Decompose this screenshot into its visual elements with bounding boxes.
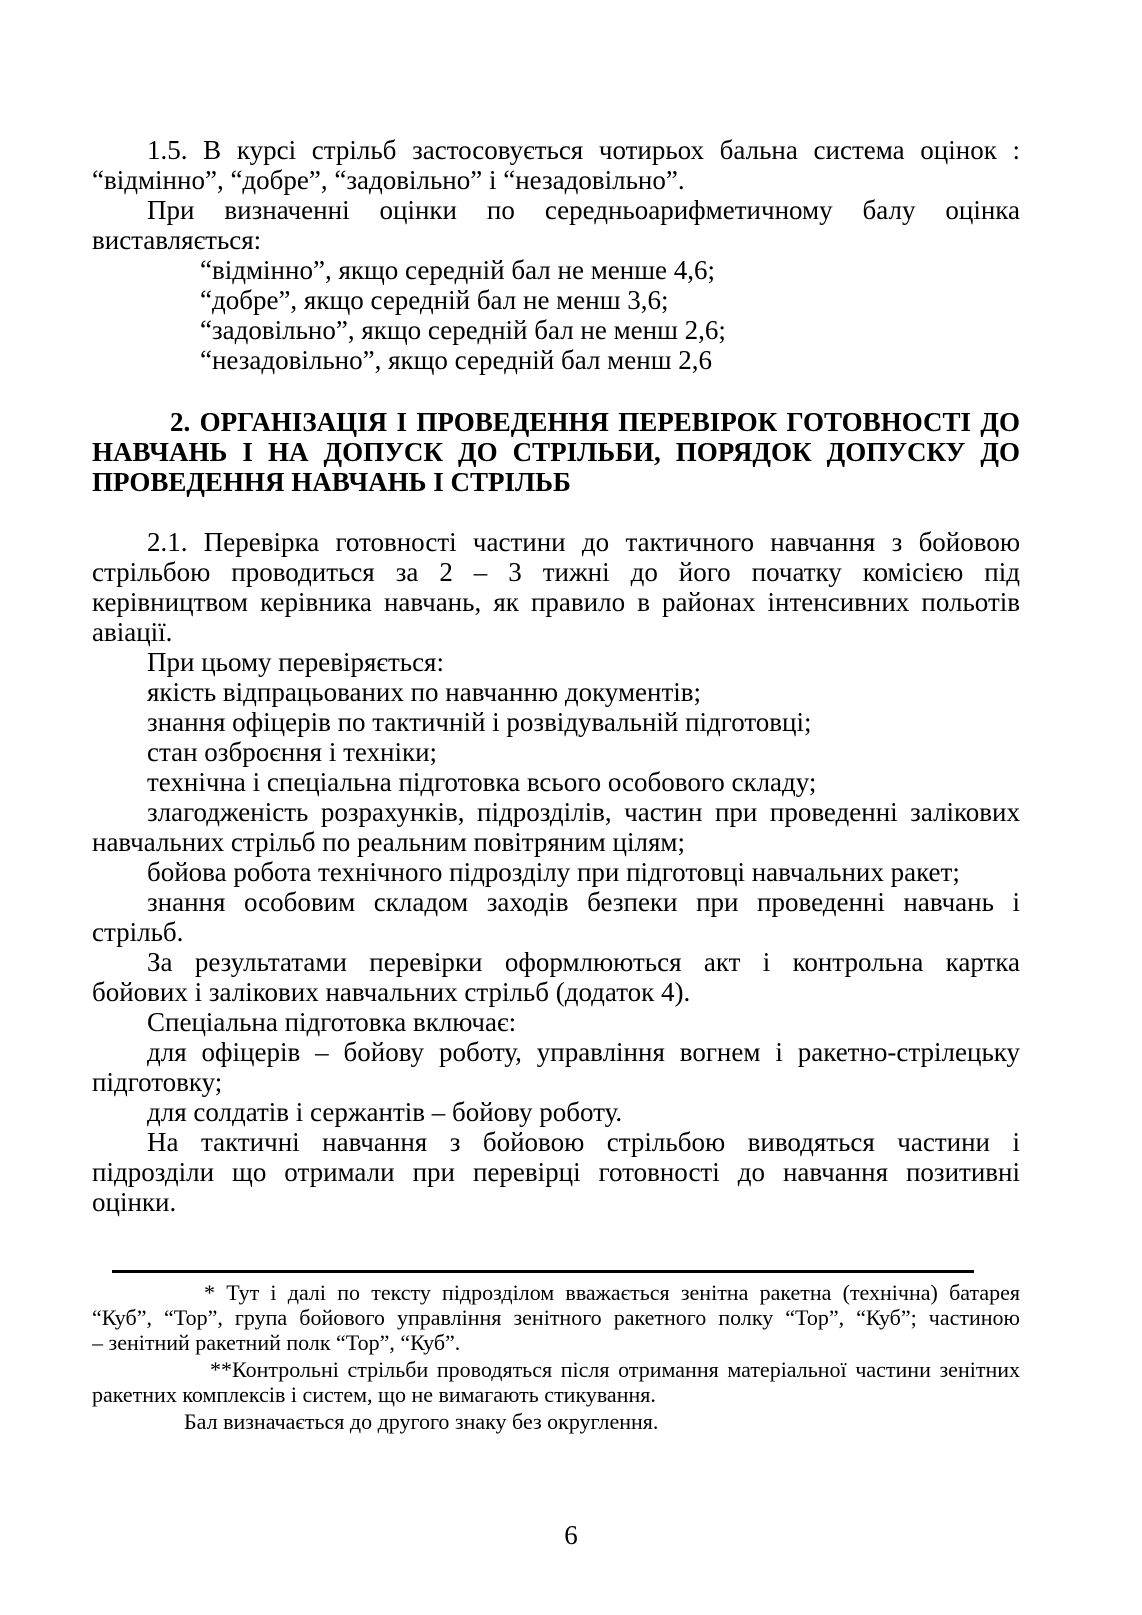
text-line: “Куб”, “Тор”, група бойового управління зенітного ракетного полку “Тор”, “Куб”; частиною [92, 1306, 1020, 1330]
paragraph [92, 1410, 1020, 1435]
paragraph [92, 1281, 1020, 1356]
paragraph [92, 707, 1020, 737]
text-line: 2.1. Перевірка готовності частини до тактичного навчання з бойовою [147, 527, 1020, 557]
paragraph [92, 677, 1020, 707]
text-line: знання офіцерів по тактичній і розвідувальній підготовці; [147, 707, 812, 737]
text-line: При цьому перевіряється: [147, 647, 444, 677]
page-number: 6 [564, 1520, 578, 1550]
text-line: якість відпрацьованих по навчанню документів; [147, 677, 702, 707]
document-content [92, 135, 1020, 1217]
text-line: **Контрольні стрільби проводяться після отримання матеріальної частини зенітних [210, 1358, 1020, 1382]
text-line: * Тут і далі по тексту підрозділом вважається зенітна ракетна (технічна) батарея [204, 1281, 1020, 1305]
text-line: “відмінно”, якщо середній бал не менше 4,6; [200, 255, 715, 285]
text-line: оцінки. [92, 1187, 177, 1217]
text-line: стрільбою проводиться за 2 – 3 тижні до його початку комісією під [92, 557, 1020, 587]
paragraph [92, 767, 1020, 797]
text-line: навчальних стрільб по реальним повітряним цілям; [92, 827, 685, 857]
paragraph [92, 647, 1020, 677]
text-line: “незадовільно”, якщо середній бал менш 2,6 [200, 345, 712, 375]
text-line: технічна і спеціальна підготовка всього особового складу; [147, 767, 817, 797]
section-heading [92, 407, 1020, 497]
paragraph [92, 1358, 1020, 1408]
text-line: “відмінно”, “добре”, “задовільно” і “незадовільно”. [92, 165, 685, 195]
text-line: підрозділи що отримали при перевірці готовності до навчання позитивні [92, 1157, 1020, 1187]
text-line: бойова робота технічного підрозділу при підготовці навчальних ракет; [147, 857, 960, 887]
paragraph [92, 315, 1020, 345]
footnotes-section [92, 1270, 1020, 1435]
paragraph [92, 527, 1020, 647]
text-line: За результатами перевірки оформлюються акт і контрольна картка [147, 947, 1020, 977]
text-line: 2. ОРГАНІЗАЦІЯ І ПРОВЕДЕННЯ ПЕРЕВІРОК ГОТОВНОСТІ ДО [170, 407, 1020, 437]
paragraph [92, 1007, 1020, 1037]
paragraph [92, 797, 1020, 857]
text-line: ракетних комплексів і систем, що не вимагають стикування. [92, 1383, 656, 1407]
paragraph [92, 285, 1020, 315]
paragraph [92, 195, 1020, 255]
text-line: При визначенні оцінки по середньоарифметичному балу оцінка [147, 195, 1020, 225]
text-line: підготовку; [92, 1067, 223, 1097]
paragraph [92, 1127, 1020, 1217]
text-line: “добре”, якщо середній бал не менш 3,6; [200, 285, 669, 315]
text-line: для солдатів і сержантів – бойову роботу. [147, 1097, 623, 1127]
paragraph [92, 135, 1020, 195]
text-line: Бал визначається до другого знаку без округлення. [184, 1410, 659, 1434]
paragraph [92, 887, 1020, 947]
text-line: – зенітний ракетний полк “Тор”, “Куб”. [92, 1331, 461, 1355]
paragraph [92, 345, 1020, 375]
text-line: виставляється: [92, 225, 262, 255]
paragraph [92, 1097, 1020, 1127]
text-line: бойових і залікових навчальних стрільб (додаток 4). [92, 977, 691, 1007]
text-line: Спеціальна підготовка включає: [147, 1007, 517, 1037]
text-line: злагодженість розрахунків, підрозділів, частин при проведенні залікових [147, 797, 1020, 827]
text-line: стан озброєння і техніки; [147, 737, 438, 767]
text-line: “задовільно”, якщо середній бал не менш 2,6; [200, 315, 726, 345]
text-line: знання особовим складом заходів безпеки при проведенні навчань і [147, 887, 1020, 917]
text-line: стрільб. [92, 917, 184, 947]
text-line: керівництвом керівника навчань, як правило в районах інтенсивних польотів [92, 587, 1020, 617]
paragraph [92, 255, 1020, 285]
paragraph [92, 1037, 1020, 1097]
text-line: ПРОВЕДЕННЯ НАВЧАНЬ І СТРІЛЬБ [92, 467, 571, 497]
text-line: авіації. [92, 617, 173, 647]
paragraph [92, 857, 1020, 887]
text-line: для офіцерів – бойову роботу, управління вогнем і ракетно-стрілецьку [147, 1037, 1020, 1067]
text-line: 1.5. В курсі стрільб застосовується чотирьох бальна система оцінок : [147, 135, 1020, 165]
footnote-separator [112, 1270, 974, 1273]
paragraph [92, 947, 1020, 1007]
text-line: НАВЧАНЬ І НА ДОПУСК ДО СТРІЛЬБИ, ПОРЯДОК ДОПУСКУ ДО [92, 437, 1020, 467]
footnotes-content [92, 1281, 1020, 1435]
text-line: На тактичні навчання з бойовою стрільбою виводяться частини і [147, 1127, 1020, 1157]
paragraph [92, 737, 1020, 767]
